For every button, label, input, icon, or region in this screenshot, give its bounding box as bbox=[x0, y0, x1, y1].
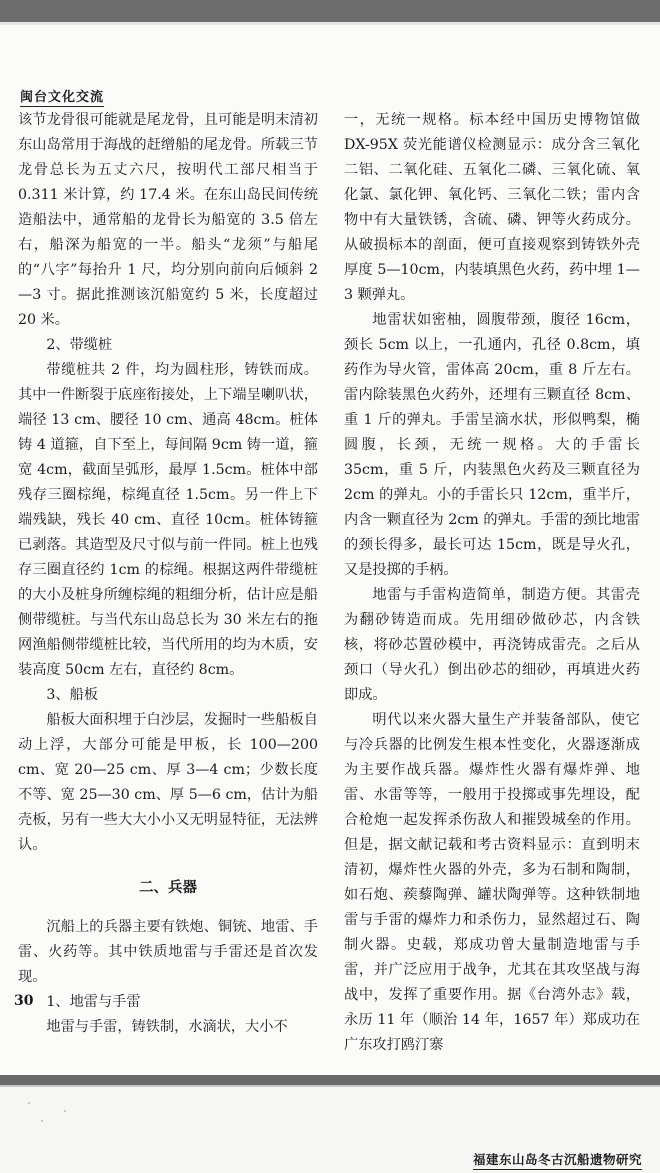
paragraph-mines-analysis: 一，无统一规格。标本经中国历史博物馆做 DX-95X 荧光能谱仪检测显示：成分含三氧化二铝、二氧化硅、五氧化二磷、三氧化硫、氧化氯、氯化钾、氧化钙、三氧化二铁；雷内含物中有大量铁锈，含硫、磷、钾等火药成分。从破损标本的剖面，便可直接观察到铸铁外壳厚度 5—10cm，内装填黑色火药，药中埋 1—3 颗弹丸。 bbox=[344, 112, 640, 303]
paragraph-ship-plank: 船板大面积埋于白沙层，发掘时一些船板自动上浮，大部分可能是甲板，长 100—200 cm、宽 20—25 cm、厚 3—4 cm；少数长度不等、宽 25—30 cm、厚 5—6 cm，估计为船壳板，另有一些大大小小又无明显特征，无法辨认。 bbox=[18, 712, 318, 853]
running-header: 闽台文化交流 bbox=[20, 86, 104, 107]
paragraph-mooring-post: 带缆桩共 2 件，均为圆柱形，铸铁而成。其中一件断裂于底座衔接处，上下端呈喇叭状，端径 13 cm、腰径 10 cm、通高 48cm。桩体铸 4 道箍，自下至上，每间隔 9cm 铸一道，箍宽 4cm，截面呈弧形，最厚 1.5cm。桩体中部残存三圈棕绳，棕绳直径 1.5cm。另一件上下端残缺，残长 40 cm、直径 10cm。桩体铸箍已剥落。其造型及尺寸似与前一件同。桩上也残存三圈直径约 1cm 的棕绳。根据这两件带缆桩的大小及桩身所缠棕绳的粗细分析，估计应是船侧带缆桩。与当代东山岛总长为 30 米左右的拖网渔船侧带缆桩比较，当代所用的均为木质，安装高度 50cm 左右，直径约 8cm。 bbox=[18, 362, 318, 678]
paragraph-ming-firearms: 明代以来火器大量生产并装备部队，使它与冷兵器的比例发生根本性变化，火器逐渐成为主要作战兵器。爆炸性火器有爆炸弹、地雷、水雷等等，一般用于投掷或事先埋设，配合枪炮一起发挥杀伤敌人和摧毁城垒的作用。但是，据文献记载和考古资料显示：直到明末清初，爆炸性火器的外壳，多为石制和陶制，如石炮、蒺藜陶弹、罐状陶弹等。这种铁制地雷与手雷的爆炸力和杀伤力，显然超过石、陶制火器。史载，郑成功曾大量制造地雷与手雷，并广泛应用于战争，尤其在其攻坚战与海战中，发挥了重要作用。据《台湾外志》载，永历 11 年（顺治 14 年，1657 年）郑成功在广东攻打鸥汀寨 bbox=[344, 712, 640, 1053]
paragraph-mines-start: 地雷与手雷，铸铁制，水滴状，大小不 bbox=[46, 1019, 288, 1035]
next-page-running-title: 福建东山岛冬古沉船遗物研究 bbox=[473, 1150, 642, 1170]
left-column bbox=[18, 108, 318, 1040]
right-column bbox=[344, 108, 640, 1058]
subheading-ship-plank: 3、船板 bbox=[46, 687, 98, 703]
paragraph-weapons-intro: 沉船上的兵器主要有铁炮、铜铳、地雷、手雷、火药等。其中铁质地雷与手雷还是首次发现。 bbox=[18, 919, 318, 985]
paragraph-mine-description: 地雷状如密柚，圆腹带颈，腹径 16cm，颈长 5cm 以上，一孔通内，孔径 0.8cm，填药作为导火管，雷体高 20cm，重 8 斤左右。雷内除装黑色火药外，还埋有三颗直径 8cm、重 1 斤的弹丸。手雷呈滴水状，形似鸭梨，椭圆腹，长颈，无统一规格。大的手雷长 35cm，重 5 斤，内装黑色火药及三颗直径为 2cm 的弹丸。小的手雷长只 12cm，重半斤，内含一颗直径为 2cm 的弹丸。手雷的颈比地雷的颈长得多，最长可达 15cm，既是导火孔，又是投掷的手柄。 bbox=[344, 312, 640, 578]
page-separator-bar bbox=[0, 1075, 660, 1085]
subheading-mooring-post: 2、带缆桩 bbox=[46, 337, 113, 353]
paragraph-casting-method: 地雷与手雷构造简单，制造方便。其雷壳为翻砂铸造而成。先用细砂做砂芯，内含铁核，将砂芯置砂模中，再浇铸成雷壳。之后从颈口（导火孔）倒出砂芯的细砂，再填进火药即成。 bbox=[344, 587, 640, 703]
scan-speck bbox=[41, 1120, 43, 1122]
page-separator-line bbox=[0, 1085, 660, 1087]
scan-speck bbox=[64, 1110, 66, 1112]
section-title-weapons: 二、兵器 bbox=[139, 880, 197, 896]
subheading-mines-grenades: 1、地雷与手雷 bbox=[46, 994, 141, 1010]
page-number: 30 bbox=[14, 993, 34, 1009]
paragraph-keel: 该节龙骨很可能就是尾龙骨，且可能是明末清初东山岛常用于海战的赶缯船的尾龙骨。所载三节龙骨总长为五丈六尺，按明代工部尺相当于 0.311 米计算，约 17.4 米。在东山岛民间传统造船法中，通常船的龙骨长为船宽的 3.5 倍左右，船深为船宽的一半。船头“龙须”与船尾的“八字”每抬升 1 尺，均分别向前向后倾斜 2—3 寸。据此推测该沉船宽约 5 米，长度超过 20 米。 bbox=[18, 112, 318, 328]
viewer-top-bar bbox=[0, 0, 660, 22]
scan-speck bbox=[28, 1102, 30, 1104]
